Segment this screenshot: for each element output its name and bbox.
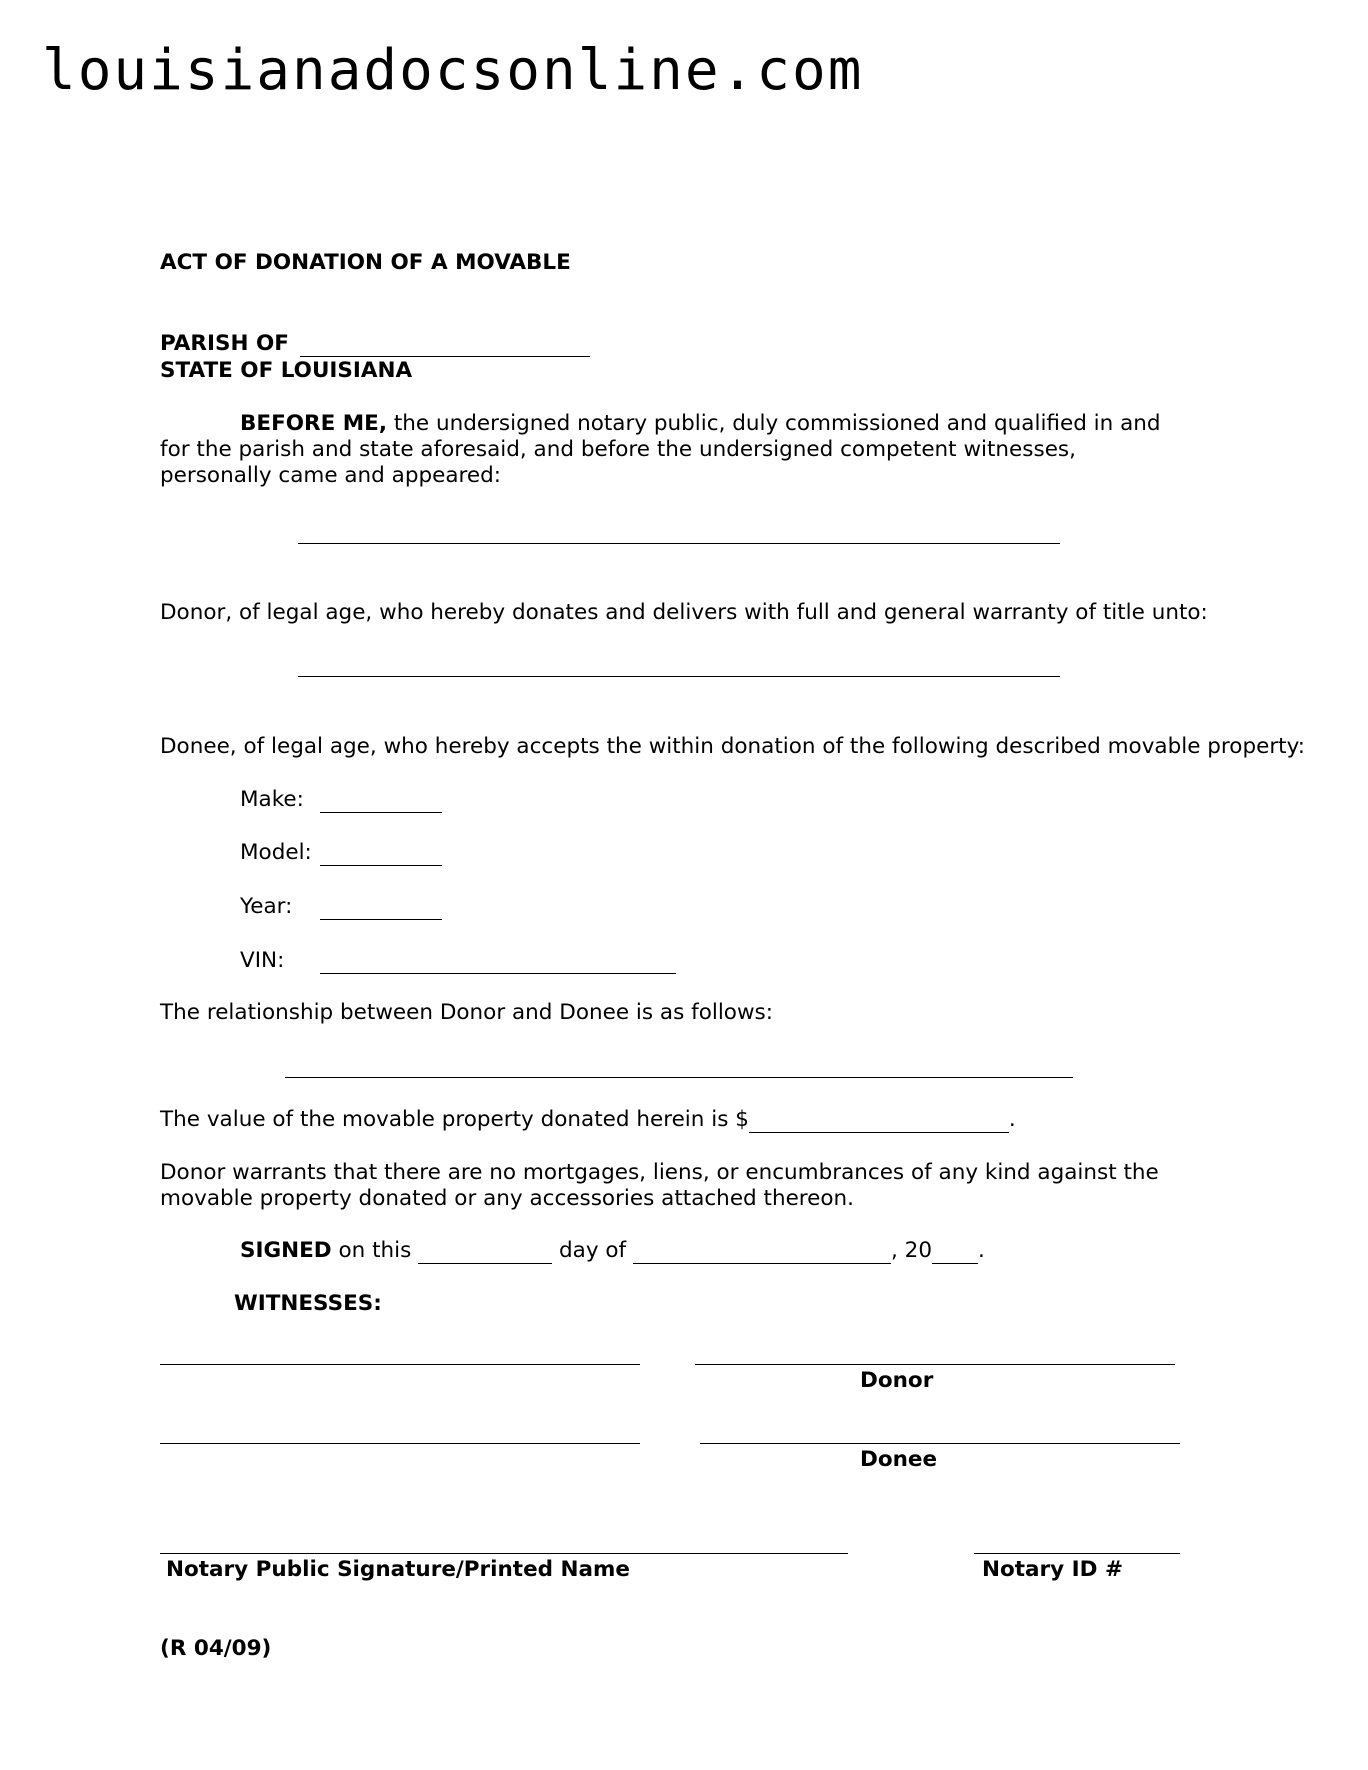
parish-label: PARISH OF	[160, 331, 289, 356]
notary-caption: Notary Public Signature/Printed Name	[166, 1557, 631, 1582]
value-prefix: The value of the movable property donated herein is $	[160, 1107, 749, 1132]
year-row	[240, 894, 442, 920]
signed-month-blank[interactable]	[633, 1243, 891, 1264]
value-suffix: .	[1008, 1107, 1016, 1132]
donee-caption: Donee	[860, 1447, 938, 1472]
witnesses-label: WITNESSES:	[234, 1291, 382, 1316]
parish-line	[160, 331, 590, 357]
year-blank[interactable]	[320, 897, 442, 920]
make-label: Make:	[240, 787, 304, 812]
value-blank[interactable]	[749, 1112, 1009, 1133]
year-label: Year:	[240, 894, 293, 919]
relationship-line[interactable]	[285, 1077, 1073, 1078]
intro-text: the undersigned notary public, duly commissioned and qualified in and for the parish and state aforesaid, and before the undersigned competent witnesses, personally came and appeared:	[160, 411, 1161, 488]
signed-day-blank[interactable]	[418, 1243, 552, 1264]
vin-row	[240, 948, 676, 974]
state-label: STATE OF LOUISIANA	[160, 358, 413, 383]
signed-year-blank[interactable]	[932, 1243, 978, 1264]
notary-id-line[interactable]	[974, 1553, 1180, 1554]
donee-name-line[interactable]	[298, 676, 1060, 677]
signed-end: .	[978, 1238, 985, 1263]
signed-bold: SIGNED	[240, 1238, 332, 1263]
intro-bold: BEFORE ME,	[240, 411, 388, 436]
donor-caption: Donor	[860, 1368, 934, 1393]
parish-blank[interactable]	[300, 336, 590, 357]
signed-line	[240, 1238, 985, 1264]
value-line	[160, 1107, 1016, 1133]
make-blank[interactable]	[320, 790, 442, 813]
relationship-text: The relationship between Donor and Donee is as follows:	[160, 1000, 773, 1025]
document-title: ACT OF DONATION OF A MOVABLE	[160, 250, 571, 275]
donor-clause: Donor, of legal age, who hereby donates and delivers with full and general warranty of title unto:	[160, 600, 1208, 625]
intro-paragraph	[160, 411, 1190, 489]
witness-1-signature-line[interactable]	[160, 1364, 640, 1365]
make-row	[240, 787, 442, 813]
notary-signature-line[interactable]	[160, 1553, 848, 1554]
warranty-paragraph: Donor warrants that there are no mortgages, liens, or encumbrances of any kind against the movable property donated or any accessories attached thereon.	[160, 1160, 1159, 1211]
witness-2-signature-line[interactable]	[160, 1443, 640, 1444]
donee-signature-line[interactable]	[700, 1443, 1180, 1444]
signed-year-prefix: , 20	[890, 1238, 932, 1263]
site-watermark: louisianadocsonline.com	[42, 38, 864, 103]
model-blank[interactable]	[320, 843, 442, 866]
signed-on-this: on this	[331, 1238, 419, 1263]
signed-day-of: day of	[552, 1238, 633, 1263]
donor-name-line[interactable]	[298, 543, 1060, 544]
revision-label: (R 04/09)	[160, 1636, 272, 1661]
vin-blank[interactable]	[320, 951, 676, 974]
donor-signature-line[interactable]	[695, 1364, 1175, 1365]
donee-clause: Donee, of legal age, who hereby accepts the within donation of the following described movable property:	[160, 734, 1305, 759]
model-label: Model:	[240, 840, 312, 865]
model-row	[240, 840, 442, 866]
vin-label: VIN:	[240, 948, 285, 973]
notary-id-caption: Notary ID #	[982, 1557, 1123, 1582]
